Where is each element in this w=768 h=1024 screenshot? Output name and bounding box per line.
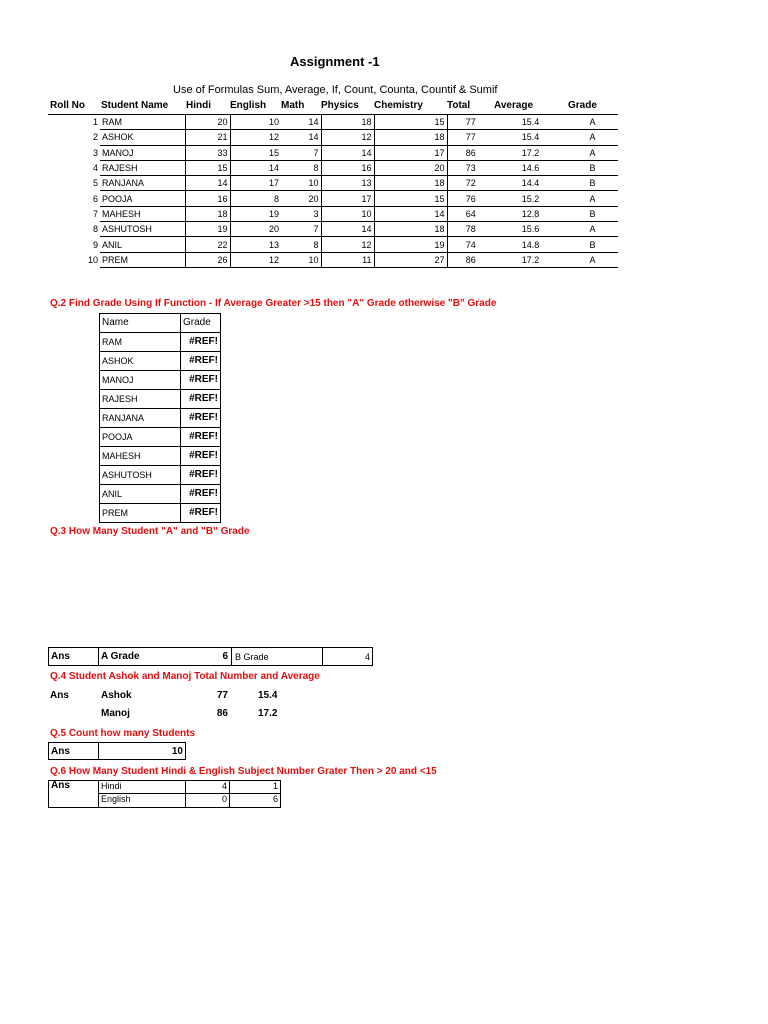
q2-grade-table xyxy=(99,313,221,523)
cell-math: 7 xyxy=(281,222,321,237)
cell-name: ANIL xyxy=(100,237,185,252)
cell-average: 15.6 xyxy=(494,222,567,237)
cell-physics: 13 xyxy=(321,176,374,191)
student-marks-table xyxy=(48,114,618,268)
header-hindi: Hindi xyxy=(186,100,211,111)
cell-roll: 7 xyxy=(92,208,98,219)
cell-grade: A xyxy=(567,252,618,267)
q2-grade-cell: #REF! xyxy=(181,371,221,390)
cell-chemistry: 18 xyxy=(374,222,447,237)
q2-grade-cell: #REF! xyxy=(181,352,221,371)
q5-ans-label: Ans xyxy=(51,746,70,757)
cell-hindi: 16 xyxy=(185,191,230,206)
q3-b-grade-value: 4 xyxy=(364,652,370,662)
cell-grade: A xyxy=(567,130,618,145)
cell-total: 76 xyxy=(447,191,494,206)
cell-average: 15.4 xyxy=(494,130,567,145)
cell-english: 20 xyxy=(230,222,281,237)
cell-name: PREM xyxy=(100,252,185,267)
cell-total: 73 xyxy=(447,160,494,175)
q2-name-cell: POOJA xyxy=(100,428,181,447)
cell-hindi: 21 xyxy=(185,130,230,145)
q2-row xyxy=(100,447,221,466)
cell-grade: A xyxy=(567,191,618,206)
cell-grade: B xyxy=(567,160,618,175)
q2-grade-cell: #REF! xyxy=(181,428,221,447)
q2-row xyxy=(100,333,221,352)
q2-name-cell: MANOJ xyxy=(100,371,181,390)
cell-roll: 1 xyxy=(92,117,98,128)
cell-total: 77 xyxy=(447,130,494,145)
q2-row xyxy=(100,371,221,390)
cell-roll: 9 xyxy=(92,239,98,250)
cell-chemistry: 19 xyxy=(374,237,447,252)
table-row xyxy=(48,191,618,206)
cell-name: ASHOK xyxy=(100,130,185,145)
q2-name-cell: RAJESH xyxy=(100,390,181,409)
cell-name: ASHUTOSH xyxy=(100,222,185,237)
cell-english: 19 xyxy=(230,206,281,221)
cell-math: 20 xyxy=(281,191,321,206)
q2-grade-cell: #REF! xyxy=(181,409,221,428)
cell-name: MAHESH xyxy=(100,206,185,221)
cell-chemistry: 15 xyxy=(374,191,447,206)
cell-name: RANJANA xyxy=(100,176,185,191)
q2-header-name: Name xyxy=(100,314,181,333)
q3-b-grade-label: B Grade xyxy=(235,652,269,662)
q6-question: Q.6 How Many Student Hindi & English Subject Number Grater Then > 20 and <15 xyxy=(50,766,437,777)
cell-hindi: 22 xyxy=(185,237,230,252)
header-chemistry: Chemistry xyxy=(374,100,423,111)
q4-student-name: Ashok xyxy=(101,690,132,701)
cell-total: 86 xyxy=(447,145,494,160)
table-row xyxy=(48,252,618,267)
cell-grade: B xyxy=(567,176,618,191)
header-roll-no: Roll No xyxy=(50,100,85,111)
cell-english: 15 xyxy=(230,145,281,160)
q4-total-value: 86 xyxy=(216,708,228,719)
q2-grade-cell: #REF! xyxy=(181,333,221,352)
cell-chemistry: 27 xyxy=(374,252,447,267)
cell-english: 13 xyxy=(230,237,281,252)
q2-row xyxy=(100,466,221,485)
header-english: English xyxy=(230,100,267,111)
cell-physics: 10 xyxy=(321,206,374,221)
cell-hindi: 14 xyxy=(185,176,230,191)
q4-average-value: 17.2 xyxy=(258,708,278,719)
page-title: Assignment -1 xyxy=(290,54,380,69)
cell-name: POOJA xyxy=(100,191,185,206)
cell-name: RAJESH xyxy=(100,160,185,175)
q2-grade-cell: #REF! xyxy=(181,447,221,466)
cell-chemistry: 18 xyxy=(374,130,447,145)
cell-english: 12 xyxy=(230,130,281,145)
cell-math: 8 xyxy=(281,160,321,175)
q2-row xyxy=(100,409,221,428)
q2-row xyxy=(100,504,221,523)
cell-average: 14.4 xyxy=(494,176,567,191)
q2-name-cell: RANJANA xyxy=(100,409,181,428)
q6-ans-label: Ans xyxy=(51,780,70,791)
q6-subject-label: English xyxy=(101,794,131,804)
cell-chemistry: 14 xyxy=(374,206,447,221)
cell-total: 77 xyxy=(447,115,494,130)
cell-chemistry: 15 xyxy=(374,115,447,130)
cell-math: 8 xyxy=(281,237,321,252)
cell-english: 12 xyxy=(230,252,281,267)
q2-name-cell: ASHOK xyxy=(100,352,181,371)
q3-a-grade-value: 6 xyxy=(222,651,228,662)
cell-physics: 18 xyxy=(321,115,374,130)
cell-math: 14 xyxy=(281,130,321,145)
cell-math: 10 xyxy=(281,176,321,191)
q2-name-cell: PREM xyxy=(100,504,181,523)
q6-lt15-count: 1 xyxy=(272,781,278,791)
cell-roll: 8 xyxy=(92,224,98,235)
cell-total: 64 xyxy=(447,206,494,221)
cell-chemistry: 20 xyxy=(374,160,447,175)
cell-grade: A xyxy=(567,222,618,237)
cell-average: 12.8 xyxy=(494,206,567,221)
cell-total: 86 xyxy=(447,252,494,267)
header-physics: Physics xyxy=(321,100,359,111)
cell-math: 3 xyxy=(281,206,321,221)
q4-total-value: 77 xyxy=(216,690,228,701)
cell-grade: A xyxy=(567,115,618,130)
header-math: Math xyxy=(281,100,305,111)
q6-lt15-count: 6 xyxy=(272,794,278,804)
cell-roll: 4 xyxy=(92,163,98,174)
cell-math: 10 xyxy=(281,252,321,267)
q4-ans-label: Ans xyxy=(50,690,69,701)
q2-row xyxy=(100,485,221,504)
cell-physics: 11 xyxy=(321,252,374,267)
q2-grade-cell: #REF! xyxy=(181,466,221,485)
q2-name-cell: ASHUTOSH xyxy=(100,466,181,485)
cell-average: 17.2 xyxy=(494,145,567,160)
cell-total: 72 xyxy=(447,176,494,191)
cell-hindi: 19 xyxy=(185,222,230,237)
cell-english: 14 xyxy=(230,160,281,175)
table-row xyxy=(48,222,618,237)
q5-question: Q.5 Count how many Students xyxy=(50,728,196,739)
cell-average: 14.6 xyxy=(494,160,567,175)
q2-row xyxy=(100,352,221,371)
table-row xyxy=(48,115,618,130)
cell-grade: B xyxy=(567,206,618,221)
cell-physics: 17 xyxy=(321,191,374,206)
cell-average: 17.2 xyxy=(494,252,567,267)
cell-math: 7 xyxy=(281,145,321,160)
q4-average-value: 15.4 xyxy=(258,690,278,701)
q2-row xyxy=(100,428,221,447)
cell-physics: 14 xyxy=(321,222,374,237)
q3-a-grade-label: A Grade xyxy=(101,651,140,662)
q2-name-cell: RAM xyxy=(100,333,181,352)
cell-english: 10 xyxy=(230,115,281,130)
q2-row xyxy=(100,390,221,409)
cell-hindi: 26 xyxy=(185,252,230,267)
cell-roll: 5 xyxy=(92,178,98,189)
header-total: Total xyxy=(447,100,471,111)
cell-name: RAM xyxy=(100,115,185,130)
cell-grade: B xyxy=(567,237,618,252)
cell-hindi: 18 xyxy=(185,206,230,221)
cell-roll: 2 xyxy=(92,132,98,143)
cell-english: 17 xyxy=(230,176,281,191)
table-row xyxy=(48,145,618,160)
page-subtitle: Use of Formulas Sum, Average, If, Count, Counta, Countif & Sumif xyxy=(173,84,498,96)
q2-name-cell: ANIL xyxy=(100,485,181,504)
q6-subject-label: Hindi xyxy=(101,781,122,791)
cell-hindi: 33 xyxy=(185,145,230,160)
q6-gt20-count: 4 xyxy=(221,781,227,791)
header-grade: Grade xyxy=(568,100,597,111)
table-row xyxy=(48,160,618,175)
cell-english: 8 xyxy=(230,191,281,206)
cell-grade: A xyxy=(567,145,618,160)
cell-hindi: 20 xyxy=(185,115,230,130)
cell-physics: 12 xyxy=(321,237,374,252)
cell-math: 14 xyxy=(281,115,321,130)
q3-ans-label: Ans xyxy=(51,651,70,662)
cell-roll: 6 xyxy=(92,193,98,204)
q2-name-cell: MAHESH xyxy=(100,447,181,466)
cell-roll: 10 xyxy=(87,254,98,265)
cell-average: 15.2 xyxy=(494,191,567,206)
q2-grade-cell: #REF! xyxy=(181,390,221,409)
table-row xyxy=(48,176,618,191)
cell-physics: 12 xyxy=(321,130,374,145)
q6-gt20-count: 0 xyxy=(221,794,227,804)
q3-question: Q.3 How Many Student "A" and "B" Grade xyxy=(50,526,250,537)
q4-question: Q.4 Student Ashok and Manoj Total Number and Average xyxy=(50,671,320,682)
cell-hindi: 15 xyxy=(185,160,230,175)
q2-grade-cell: #REF! xyxy=(181,485,221,504)
table-row xyxy=(48,237,618,252)
header-student-name: Student Name xyxy=(101,100,169,111)
cell-name: MANOJ xyxy=(100,145,185,160)
cell-physics: 14 xyxy=(321,145,374,160)
cell-roll: 3 xyxy=(92,147,98,158)
cell-average: 15.4 xyxy=(494,115,567,130)
cell-chemistry: 17 xyxy=(374,145,447,160)
q2-grade-cell: #REF! xyxy=(181,504,221,523)
q2-header-grade: Grade xyxy=(181,314,221,333)
cell-chemistry: 18 xyxy=(374,176,447,191)
cell-average: 14.8 xyxy=(494,237,567,252)
table-row xyxy=(48,206,618,221)
cell-total: 78 xyxy=(447,222,494,237)
header-average: Average xyxy=(494,100,534,111)
cell-total: 74 xyxy=(447,237,494,252)
cell-physics: 16 xyxy=(321,160,374,175)
q4-student-name: Manoj xyxy=(101,708,130,719)
table-row xyxy=(48,130,618,145)
q5-count-value: 10 xyxy=(171,746,183,757)
q2-question: Q.2 Find Grade Using If Function - If Average Greater >15 then "A" Grade otherwise "B" Grade xyxy=(50,298,497,309)
